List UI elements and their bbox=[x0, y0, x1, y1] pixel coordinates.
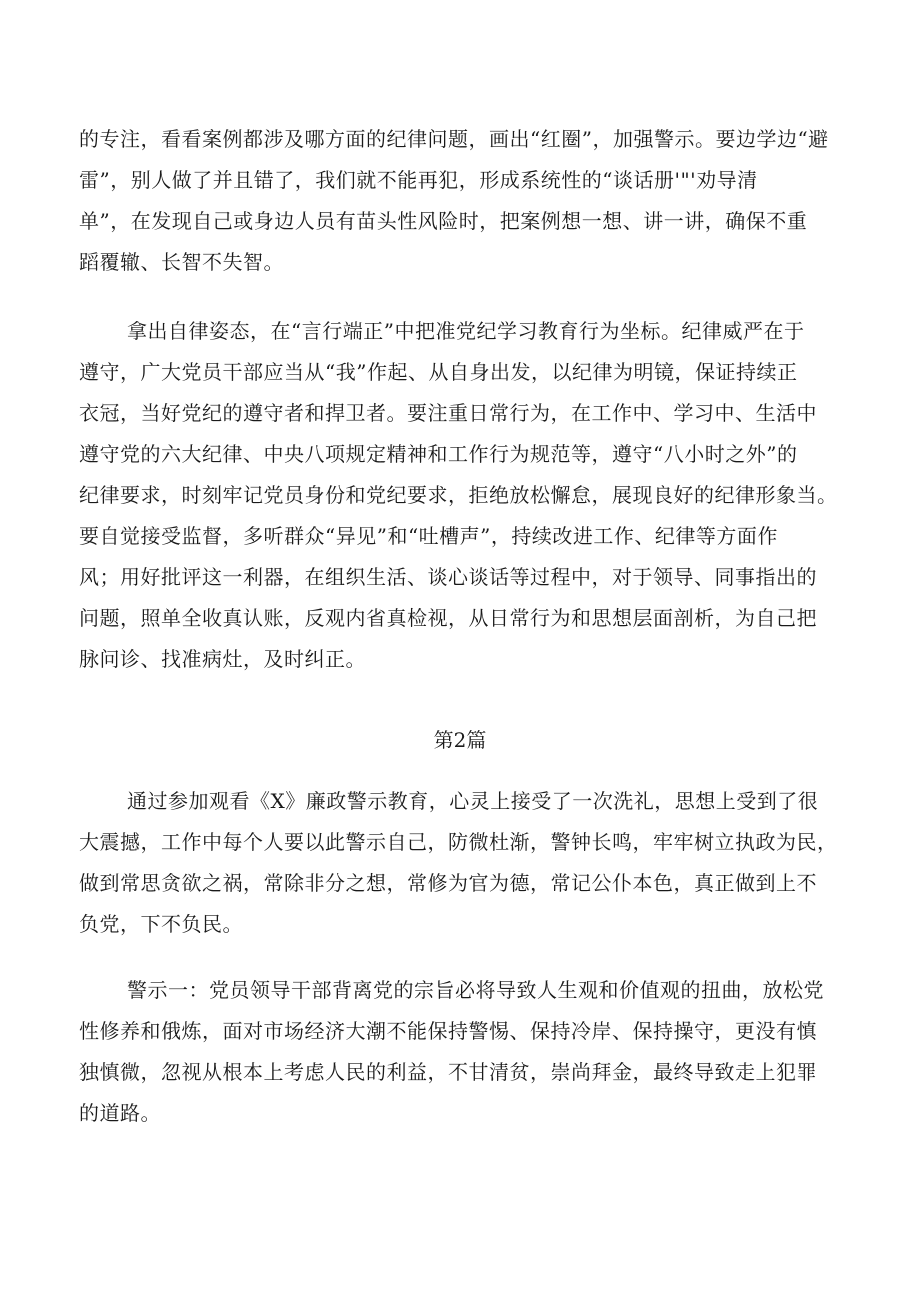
paragraph-3 bbox=[79, 781, 869, 945]
paragraph-line: 负党，下不负民。 bbox=[79, 912, 243, 936]
section-heading: 第2篇 bbox=[433, 728, 487, 752]
paragraph-line: 的专注，看看案例都涉及哪方面的纪律问题，画出“红圈”，加强警示。要边学边“避 bbox=[79, 127, 829, 151]
paragraph-line: 蹈覆辙、长智不失智。 bbox=[79, 250, 284, 274]
paragraph-line: 遵守，广大党员干部应当从“我”作起、从自身出发，以纪律为明镜，保证持续正 bbox=[79, 360, 798, 384]
paragraph-line: 纪律要求，时刻牢记党员身份和党纪要求，拒绝放松懈怠，展现良好的纪律形象当。 bbox=[79, 483, 838, 507]
paragraph-line: 遵守党的六大纪律、中央八项规定精神和工作行为规范等，遵守“八小时之外”的 bbox=[79, 442, 798, 466]
paragraph-line: 警示一：党员领导干部背离党的宗旨必将导致人生观和价值观的扭曲，放松党 bbox=[127, 978, 824, 1002]
paragraph-line: 拿出自律姿态，在“言行端正”中把准党纪学习教育行为坐标。纪律威严在于 bbox=[127, 319, 805, 343]
paragraph-line: 雷”，别人做了并且错了，我们就不能再犯，形成系统性的“谈话册'"'劝导清 bbox=[79, 168, 758, 192]
paragraph-line: 做到常思贪欲之祸，常除非分之想，常修为官为德，常记公仆本色，真正做到上不 bbox=[79, 871, 817, 895]
paragraph-line: 要自觉接受监督，多听群众“异见”和“吐槽声”，持续改进工作、纪律等方面作 bbox=[79, 524, 778, 548]
paragraph-4 bbox=[79, 970, 869, 1134]
paragraph-2 bbox=[79, 311, 869, 680]
paragraph-line: 通过参加观看《X》廉政警示教育，心灵上接受了一次洗礼，思想上受到了很 bbox=[127, 789, 819, 813]
paragraph-line: 独慎微，忽视从根本上考虑人民的利益，不甘清贫，崇尚拜金，最终导致走上犯罪 bbox=[79, 1060, 817, 1084]
paragraph-line: 单”，在发现自己或身边人员有苗头性风险时，把案例想一想、讲一讲，确保不重 bbox=[79, 209, 808, 233]
paragraph-line: 大震撼，工作中每个人要以此警示自己，防微杜渐，警钟长鸣，牢牢树立执政为民， bbox=[79, 830, 838, 854]
paragraph-line: 衣冠，当好党纪的遵守者和捍卫者。要注重日常行为，在工作中、学习中、生活中 bbox=[79, 401, 817, 425]
paragraph-line: 风；用好批评这一利器，在组织生活、谈心谈话等过程中，对于领导、同事指出的 bbox=[79, 565, 817, 589]
paragraph-line: 脉问诊、找准病灶，及时纠正。 bbox=[79, 647, 366, 671]
paragraph-line: 的道路。 bbox=[79, 1101, 161, 1125]
paragraph-line: 问题，照单全收真认账，反观内省真检视，从日常行为和思想层面剖析，为自己把 bbox=[79, 606, 817, 630]
paragraph-line: 性修养和俄炼，面对市场经济大潮不能保持警惕、保持冷岸、保持操守，更没有慎 bbox=[79, 1019, 817, 1043]
paragraph-1 bbox=[79, 119, 869, 283]
